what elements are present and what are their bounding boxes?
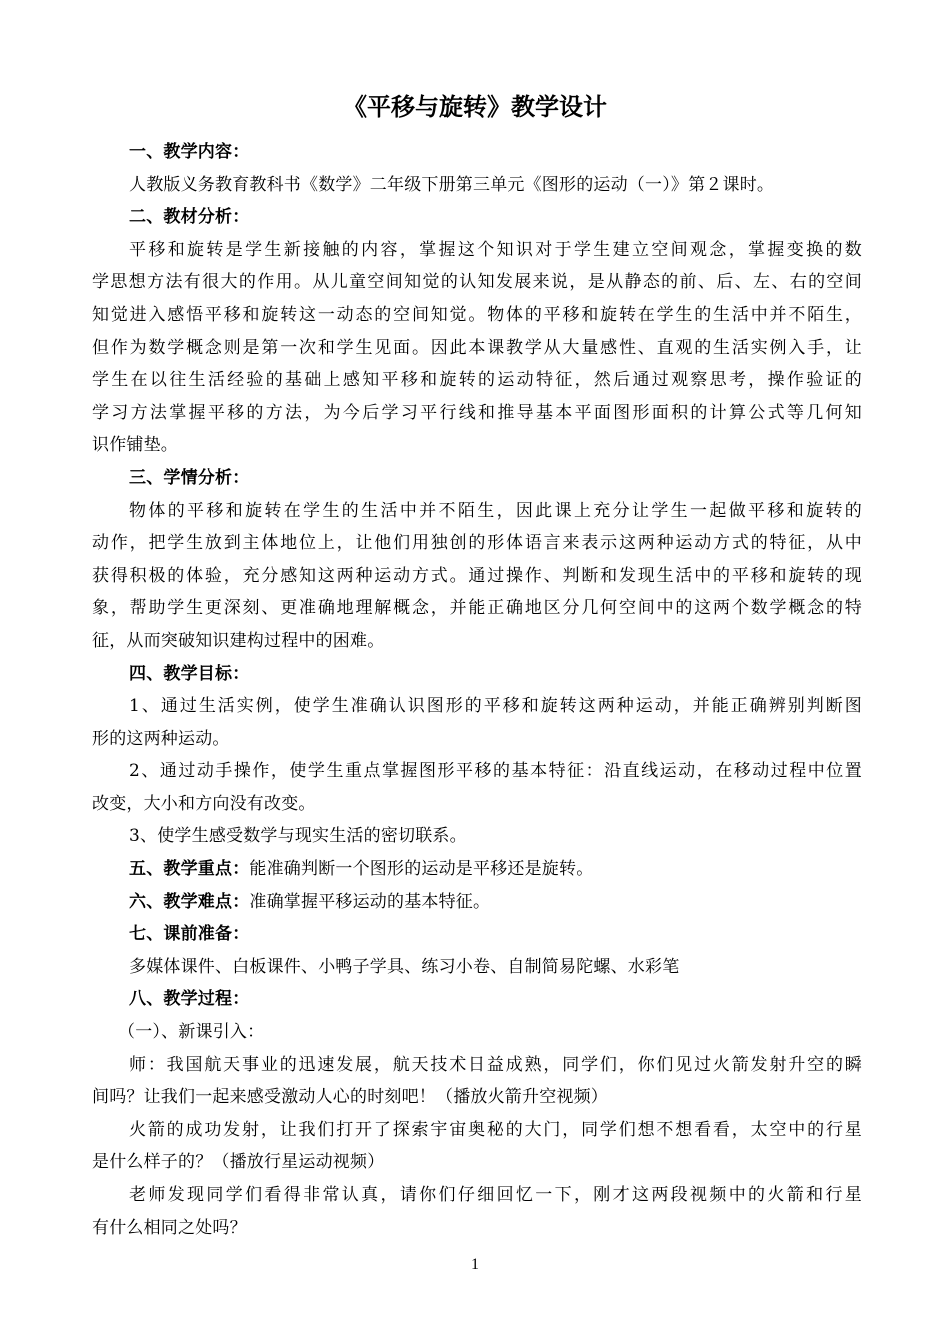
document-title: 《平移与旋转》教学设计: [343, 93, 607, 121]
section-heading-student-analysis: 三、学情分析：: [129, 467, 250, 488]
paragraph-line: 改变，大小和方向没有改变。: [92, 793, 316, 814]
paragraph-line: 学思想方法有很大的作用。从儿童空间知觉的认知发展来说，是从静态的前、后、左、右的空间: [92, 272, 862, 293]
paragraph-line: 象，帮助学生更深刻、更准确地理解概念，并能正确地区分几何空间中的这两个数学概念的特: [92, 598, 862, 619]
paragraph-line: 3、使学生感受数学与现实生活的密切联系。: [129, 826, 467, 847]
document-body: [92, 136, 862, 1244]
paragraph-line: 1、通过生活实例，使学生准确认识图形的平移和旋转这两种运动，并能正确辨别判断图: [129, 696, 862, 717]
difficulty-line: [92, 886, 862, 919]
paragraph-line: 物体的平移和旋转在学生的生活中并不陌生，因此课上充分让学生一起做平移和旋转的: [129, 500, 862, 521]
section-heading-difficulty: 六、教学难点：: [129, 891, 250, 912]
section-heading-teaching-goals: 四、教学目标：: [129, 663, 250, 684]
paragraph-line: 获得积极的体验，充分感知这两种运动方式。通过操作、判断和发现生活中的平移和旋转的现: [92, 565, 862, 586]
paragraph-line: 平移和旋转是学生新接触的内容，掌握这个知识对于学生建立空间观念，掌握变换的数: [129, 239, 862, 260]
difficulty-text: 准确掌握平移运动的基本特征。: [249, 891, 491, 912]
key-point-text: 能准确判断一个图形的运动是平移还是旋转。: [249, 859, 594, 880]
paragraph-line: 间吗？让我们一起来感受激动人心的时刻吧！（播放火箭升空视频）: [92, 1087, 608, 1108]
paragraph-line: 形的这两种运动。: [92, 728, 230, 749]
paragraph-line: 知觉进入感悟平移和旋转这一动态的空间知觉。物体的平移和旋转在学生的生活中并不陌生，: [92, 304, 862, 325]
section-heading-teaching-content: 一、教学内容：: [129, 142, 250, 162]
paragraph-line: 人教版义务教育教科书《数学》二年级下册第三单元《图形的运动（一）》第２课时。: [129, 174, 775, 195]
paragraph-line: 但作为数学概念则是第一次和学生见面。因此本课教学从大量感性、直观的生活实例入手，让: [92, 337, 862, 358]
paragraph-line: 有什么相同之处吗？: [92, 1217, 247, 1238]
page-number: 1: [471, 1256, 479, 1273]
paragraph-line: 学生在以往生活经验的基础上感知平移和旋转的运动特征，然后通过观察思考，操作验证的: [92, 370, 862, 391]
paragraph-line: 征，从而突破知识建构过程中的困难。: [92, 630, 385, 651]
paragraph-line: 2、通过动手操作，使学生重点掌握图形平移的基本特征：沿直线运动，在移动过程中位置: [129, 761, 862, 782]
paragraph-line: 学习方法掌握平移的方法，为今后学习平行线和推导基本平面图形面积的计算公式等几何知: [92, 402, 862, 423]
paragraph-line: 动作，把学生放到主体地位上，让他们用独创的形体语言来表示这两种运动方式的特征，从中: [92, 533, 862, 554]
key-point-line: [92, 853, 862, 886]
paragraph-line: 师：我国航天事业的迅速发展，航天技术日益成熟，同学们，你们见过火箭发射升空的瞬: [129, 1054, 862, 1075]
section-heading-material-analysis: 二、教材分析：: [129, 207, 250, 228]
section-heading-preparation: 七、课前准备：: [129, 924, 250, 945]
subsection-heading-introduction: （一）、新课引入：: [118, 1022, 265, 1043]
paragraph-line: 火箭的成功发射，让我们打开了探索宇宙奥秘的大门，同学们想不想看看，太空中的行星: [129, 1119, 862, 1140]
paragraph-line: 是什么样子的？（播放行星运动视频）: [92, 1152, 385, 1173]
section-heading-key-point: 五、教学重点：: [129, 859, 250, 880]
paragraph-line: 识作铺垫。: [92, 435, 178, 456]
section-heading-teaching-process: 八、教学过程：: [129, 989, 250, 1010]
paragraph-line: 老师发现同学们看得非常认真，请你们仔细回忆一下，刚才这两段视频中的火箭和行星: [129, 1185, 862, 1205]
paragraph-line: 多媒体课件、白板课件、小鸭子学具、练习小卷、自制简易陀螺、水彩笔: [129, 956, 680, 977]
